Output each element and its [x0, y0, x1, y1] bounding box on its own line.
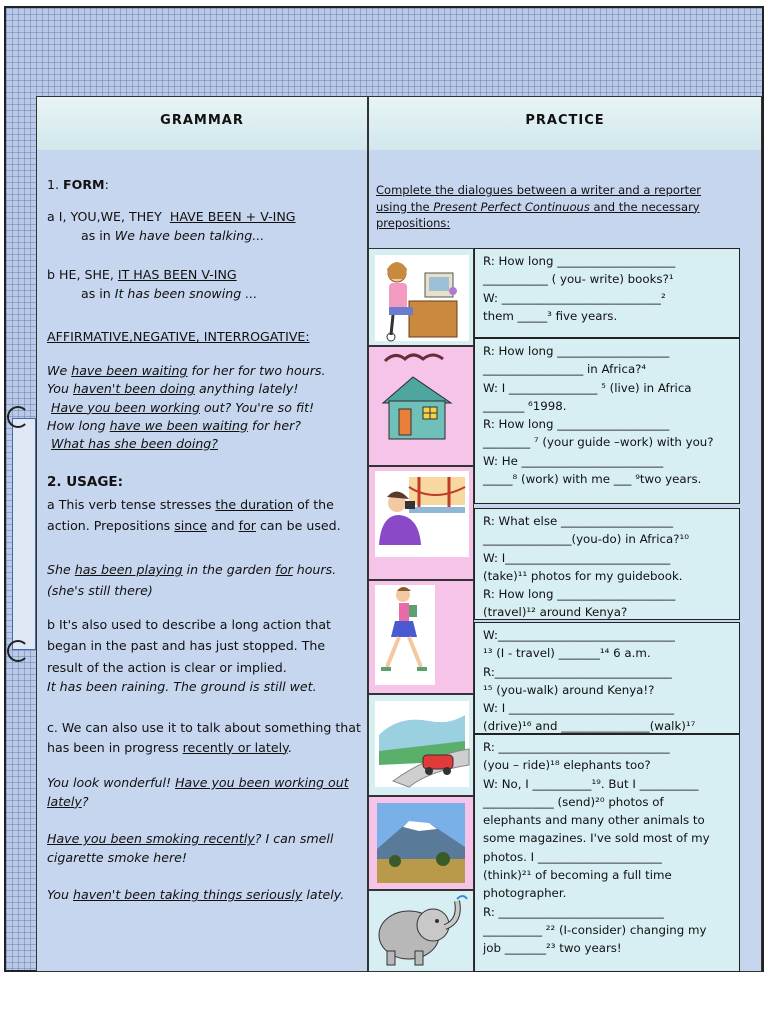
usage-title: 2. USAGE: — [47, 474, 124, 490]
form-b-as-in: as in — [81, 285, 111, 301]
example-3: Have you been working out? You're so fit! — [51, 399, 315, 415]
binder-ring-bottom-icon — [7, 640, 29, 662]
form-b-example: It has been snowing ... — [114, 285, 258, 301]
dialogue-box-5: R: _____________________________ (you – ride)¹⁸ elephants too? W: No, I __________¹⁹. But I __________ ____________ (send)²⁰ photos of elephants and many other animals to some magazines. I've sold most of my photos. I _____________________ (think)²¹ of becoming a full time photographer. R: ____________________________ __________ ²² (I-consider) changing my job _______²³ two years! — [474, 734, 740, 972]
form-b-pronouns: HE, SHE, — [59, 267, 114, 282]
photographer-bridge-icon — [368, 466, 474, 580]
types-heading: AFFIRMATIVE,NEGATIVE, INTERROGATIVE: — [47, 329, 310, 344]
example-5: What has she been doing? — [51, 436, 218, 451]
grammar-title: GRAMMAR — [160, 112, 244, 128]
form-b-rule: IT HAS BEEN V-ING — [117, 267, 237, 282]
form-number: 1. — [47, 177, 60, 192]
grammar-header — [36, 96, 368, 154]
example-4: How long have we been waiting for her? — [47, 417, 301, 433]
binder-strip — [12, 418, 36, 650]
form-a — [47, 208, 363, 246]
woman-walking-icon — [368, 580, 474, 694]
usage-b-example: It has been raining. The ground is still wet. — [47, 679, 317, 694]
grammar-column — [36, 150, 368, 972]
form-a-as-in: as in — [81, 227, 111, 243]
form-a-rule: HAVE BEEN + V-ING — [169, 209, 296, 224]
car-road-icon — [368, 694, 474, 796]
usage-a-note: (she's still there) — [47, 582, 153, 598]
form-heading — [47, 176, 363, 195]
form-a-pronouns: I, YOU,WE, THEY — [58, 209, 162, 224]
form-title: FORM — [63, 177, 105, 192]
form-a-example: We have been talking... — [114, 227, 265, 243]
dialogue-box-4: W:______________________________ ¹³ (I - travel) _______¹⁴ 6 a.m. R:______________________________ ¹⁵ (you-walk) around Kenya!? W: I ____________________________ (drive)¹⁶ and _______________(walk)¹⁷ — [474, 622, 740, 734]
usage-c: c. We can also use it to talk about something that has been in progress recently or lately. — [47, 720, 361, 755]
usage-a: a This verb tense stresses the duration of the action. Prepositions since and for can be used. — [47, 497, 341, 534]
form-b — [47, 266, 363, 304]
usage-a-example: She has been playing in the garden for hours. (she's still there) — [47, 562, 337, 598]
dialogue-box-1: R: How long ____________________ ___________ ( you- write) books?¹ W: ___________________________² them _____³ five years. — [474, 248, 740, 338]
house-icon — [368, 346, 474, 466]
form-a-letter: a — [47, 209, 55, 224]
binder-ring-top-icon — [7, 406, 29, 428]
example-1: We have been waiting for her for two hours. — [47, 363, 326, 378]
woman-at-computer-icon — [368, 248, 474, 346]
example-2: You haven't been doing anything lately! — [47, 381, 299, 397]
dialogue-box-2: R: How long ___________________ _________________ in Africa?⁴ W: I _______________ ⁵ (live) in Africa _______ ⁶1998. R: How long ___________________ ________ ⁷ (your guide –work) with you? W: He ________________________ _____⁸ (work) with me ___ ⁹two years. — [474, 338, 740, 504]
usage-c-example-3: You haven't been taking things seriously lately. — [47, 887, 345, 902]
usage-c-example-1: You look wonderful! Have you been working out lately? — [47, 775, 349, 809]
practice-title: PRACTICE — [525, 112, 605, 128]
dialogue-box-3: R: What else ___________________ _______________(you-do) in Africa?¹⁰ W: I____________________________ (take)¹¹ photos for my guidebook. R: How long ____________________ (travel)¹² around Kenya? — [474, 508, 740, 620]
practice-header — [368, 96, 762, 154]
usage-b: b It's also used to describe a long action that began in the past and has just stopped. The result of the action is clear or implied. — [47, 617, 331, 675]
form-colon: : — [104, 177, 109, 192]
examples-list — [47, 362, 363, 453]
usage-c-example-2: Have you been smoking recently? I can smell cigarette smoke here! — [47, 831, 334, 865]
form-b-letter: b — [47, 267, 55, 282]
practice-instructions: Complete the dialogues between a writer and a reporter using the Present Perfect Continuous and the necessary prepositions: — [376, 183, 701, 231]
elephant-icon — [368, 890, 474, 972]
mount-kilimanjaro-icon — [368, 796, 474, 890]
